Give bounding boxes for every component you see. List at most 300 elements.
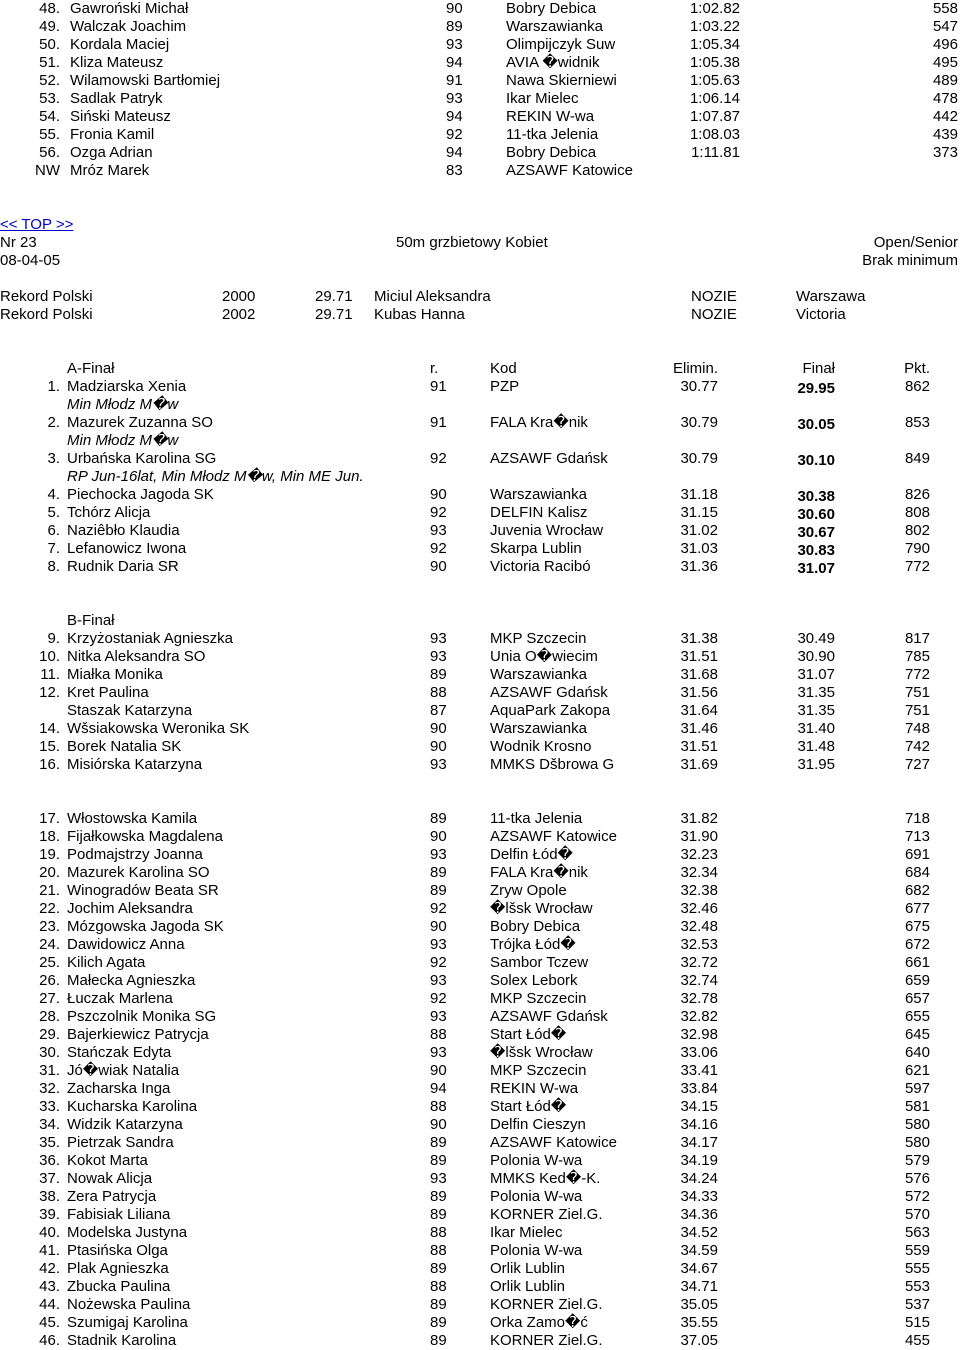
place-number: 2. bbox=[47, 414, 60, 431]
athlete-name: Urbańska Karolina SG bbox=[67, 450, 217, 467]
birth-year: 89 bbox=[446, 18, 463, 35]
place-number: 33. bbox=[39, 1098, 60, 1115]
place-number: 53. bbox=[39, 90, 60, 107]
points: 808 bbox=[904, 504, 930, 521]
club-name: Polonia W-wa bbox=[490, 1242, 583, 1259]
place-number: 32. bbox=[39, 1080, 60, 1097]
athlete-name: Ozga Adrian bbox=[70, 144, 153, 161]
place-number: 45. bbox=[39, 1314, 60, 1331]
place-number: 44. bbox=[39, 1296, 60, 1313]
points: 597 bbox=[904, 1080, 930, 1097]
birth-year: 89 bbox=[430, 1152, 447, 1169]
heat-result-row bbox=[0, 1098, 960, 1116]
final-time: 30.60 bbox=[797, 506, 835, 523]
place-number: 25. bbox=[39, 954, 60, 971]
heat-time: 34.19 bbox=[680, 1152, 718, 1169]
club-name: PZP bbox=[490, 378, 520, 395]
heat-time: 34.15 bbox=[680, 1098, 718, 1115]
heat-time: 34.59 bbox=[680, 1242, 718, 1259]
athlete-name: Piechocka Jagoda SK bbox=[67, 486, 214, 503]
points: 489 bbox=[932, 72, 958, 89]
club-name: Delfin Cieszyn bbox=[490, 1116, 586, 1133]
points: 580 bbox=[904, 1116, 930, 1133]
birth-year: 89 bbox=[430, 1332, 447, 1349]
points: 640 bbox=[904, 1044, 930, 1061]
heat-time: 31.03 bbox=[680, 540, 718, 557]
result-time: 1:03.22 bbox=[689, 18, 740, 35]
club-name: MKP Szczecin bbox=[490, 630, 587, 647]
a-final-row bbox=[0, 414, 960, 432]
points: 645 bbox=[904, 1026, 930, 1043]
birth-year: 94 bbox=[430, 1080, 447, 1097]
record-time: 29.71 bbox=[315, 306, 353, 323]
club-name: Bobry Debica bbox=[506, 0, 597, 17]
points: 853 bbox=[904, 414, 930, 431]
place-number: 36. bbox=[39, 1152, 60, 1169]
final-time: 30.83 bbox=[797, 542, 835, 559]
prev-result-row bbox=[0, 18, 960, 36]
club-name: Warszawianka bbox=[490, 486, 587, 503]
place-number: 37. bbox=[39, 1170, 60, 1187]
club-name: REKIN W-wa bbox=[490, 1080, 579, 1097]
heat-time: 32.48 bbox=[680, 918, 718, 935]
points: 802 bbox=[904, 522, 930, 539]
place-number: 49. bbox=[39, 18, 60, 35]
points: 570 bbox=[904, 1206, 930, 1223]
athlete-name: Staszak Katarzyna bbox=[67, 702, 193, 719]
a-final-row bbox=[0, 558, 960, 576]
a-final-row bbox=[0, 504, 960, 522]
heat-time: 34.24 bbox=[680, 1170, 718, 1187]
place-number: 52. bbox=[39, 72, 60, 89]
qualification-note: RP Jun-16lat, Min Młodz M�w, Min ME Jun. bbox=[67, 468, 364, 485]
place-number: 40. bbox=[39, 1224, 60, 1241]
place-number: 11. bbox=[40, 666, 60, 683]
place-number: 7. bbox=[47, 540, 60, 557]
heat-result-row bbox=[0, 1206, 960, 1224]
athlete-name: Madziarska Xenia bbox=[67, 378, 187, 395]
club-name: FALA Kra�nik bbox=[490, 864, 588, 881]
a-final-label: A-Finał bbox=[67, 360, 115, 377]
col-club-header: Kod bbox=[490, 360, 517, 377]
place-number: 23. bbox=[39, 918, 60, 935]
record-time: 29.71 bbox=[315, 288, 353, 305]
record-holder: Kubas Hanna bbox=[374, 306, 465, 323]
points: 682 bbox=[904, 882, 930, 899]
club-name: AZSAWF Katowice bbox=[490, 1134, 617, 1151]
prev-result-row bbox=[0, 90, 960, 108]
top-link[interactable]: << TOP >> bbox=[0, 216, 74, 233]
heat-time: 33.06 bbox=[680, 1044, 718, 1061]
athlete-name: Bajerkiewicz Patrycja bbox=[67, 1026, 209, 1043]
athlete-name: Siński Mateusz bbox=[70, 108, 171, 125]
athlete-name: Lefanowicz Iwona bbox=[67, 540, 187, 557]
birth-year: 90 bbox=[430, 1062, 447, 1079]
heat-result-row bbox=[0, 828, 960, 846]
club-name: �lšsk Wrocław bbox=[490, 900, 593, 917]
place-number: 39. bbox=[39, 1206, 60, 1223]
club-name: MMKS Dšbrowa G bbox=[490, 756, 615, 773]
col-year-header: r. bbox=[430, 360, 439, 377]
points: 621 bbox=[904, 1062, 930, 1079]
club-name: Nawa Skierniewi bbox=[506, 72, 617, 89]
athlete-name: Stańczak Edyta bbox=[67, 1044, 172, 1061]
prev-result-row bbox=[0, 54, 960, 72]
event-minimum: Brak minimum bbox=[862, 252, 958, 269]
birth-year: 89 bbox=[430, 1260, 447, 1277]
place-number: 35. bbox=[39, 1134, 60, 1151]
b-final-row bbox=[0, 684, 960, 702]
result-time: 1:02.82 bbox=[689, 0, 740, 17]
place-number: 27. bbox=[39, 990, 60, 1007]
final-time: 30.38 bbox=[797, 488, 835, 505]
place-number: 51. bbox=[39, 54, 60, 71]
place-number: 5. bbox=[47, 504, 60, 521]
athlete-name: Wilamowski Bartłomiej bbox=[70, 72, 221, 89]
heat-result-row bbox=[0, 1242, 960, 1260]
athlete-name: Kilich Agata bbox=[67, 954, 146, 971]
heat-result-row bbox=[0, 1044, 960, 1062]
heat-time: 32.53 bbox=[680, 936, 718, 953]
club-name: AZSAWF Katowice bbox=[506, 162, 633, 179]
points: 373 bbox=[932, 144, 958, 161]
club-name: Ikar Mielec bbox=[506, 90, 579, 107]
a-final-row bbox=[0, 522, 960, 540]
place-number: 14. bbox=[39, 720, 60, 737]
club-name: 11-tka Jelenia bbox=[506, 126, 599, 143]
heat-time: 34.71 bbox=[680, 1278, 718, 1295]
birth-year: 89 bbox=[430, 864, 447, 881]
athlete-name: Kliza Mateusz bbox=[70, 54, 164, 71]
event-category: Open/Senior bbox=[873, 234, 958, 251]
col-points-header: Pkt. bbox=[904, 360, 930, 377]
points: 785 bbox=[904, 648, 930, 665]
record-club: NOZIE bbox=[691, 288, 737, 305]
prev-result-row bbox=[0, 0, 960, 18]
heat-result-row bbox=[0, 1278, 960, 1296]
club-name: FALA Kra�nik bbox=[490, 414, 588, 431]
place-number: 6. bbox=[47, 522, 60, 539]
record-club: NOZIE bbox=[691, 306, 737, 323]
points: 817 bbox=[904, 630, 930, 647]
points: 772 bbox=[904, 666, 930, 683]
birth-year: 92 bbox=[430, 450, 447, 467]
heat-result-row bbox=[0, 1080, 960, 1098]
prev-result-row bbox=[0, 36, 960, 54]
heat-time: 34.36 bbox=[680, 1206, 718, 1223]
points: 713 bbox=[904, 828, 930, 845]
heat-result-row bbox=[0, 1188, 960, 1206]
club-name: Zryw Opole bbox=[490, 882, 567, 899]
athlete-name: Jochim Aleksandra bbox=[67, 900, 193, 917]
record-holder: Miciul Aleksandra bbox=[374, 288, 491, 305]
club-name: Warszawianka bbox=[490, 720, 587, 737]
heat-result-row bbox=[0, 972, 960, 990]
athlete-name: Krzyżostaniak Agnieszka bbox=[67, 630, 233, 647]
final-time: 31.35 bbox=[797, 684, 835, 701]
heat-time: 32.72 bbox=[680, 954, 718, 971]
heat-result-row bbox=[0, 1314, 960, 1332]
club-name: Wodnik Krosno bbox=[490, 738, 592, 755]
birth-year: 89 bbox=[430, 666, 447, 683]
heat-time: 32.23 bbox=[680, 846, 718, 863]
club-name: KORNER Ziel.G. bbox=[490, 1206, 603, 1223]
birth-year: 88 bbox=[430, 684, 447, 701]
club-name: Ikar Mielec bbox=[490, 1224, 563, 1241]
points: 576 bbox=[904, 1170, 930, 1187]
birth-year: 91 bbox=[430, 414, 447, 431]
points: 672 bbox=[904, 936, 930, 953]
birth-year: 94 bbox=[446, 108, 463, 125]
points: 572 bbox=[904, 1188, 930, 1205]
club-name: Skarpa Lublin bbox=[490, 540, 582, 557]
birth-year: 90 bbox=[430, 486, 447, 503]
club-name: Trójka Łód� bbox=[490, 936, 576, 953]
heat-time: 31.82 bbox=[680, 810, 718, 827]
heat-result-row bbox=[0, 1260, 960, 1278]
birth-year: 89 bbox=[430, 1206, 447, 1223]
heat-result-row bbox=[0, 936, 960, 954]
points: 790 bbox=[904, 540, 930, 557]
club-name: Polonia W-wa bbox=[490, 1188, 583, 1205]
result-time: 1:06.14 bbox=[689, 90, 740, 107]
points: 580 bbox=[904, 1134, 930, 1151]
club-name: Orlik Lublin bbox=[490, 1260, 566, 1277]
a-final-row bbox=[0, 378, 960, 396]
heat-result-row bbox=[0, 900, 960, 918]
athlete-name: Zera Patrycja bbox=[67, 1188, 157, 1205]
place-number: 15. bbox=[39, 738, 60, 755]
heat-time: 31.51 bbox=[680, 648, 718, 665]
club-name: Solex Lebork bbox=[490, 972, 578, 989]
athlete-name: Wšsiakowska Weronika SK bbox=[67, 720, 250, 737]
athlete-name: Mazurek Zuzanna SO bbox=[67, 414, 213, 431]
club-name: Warszawianka bbox=[490, 666, 587, 683]
final-time: 31.07 bbox=[797, 666, 835, 683]
points: 558 bbox=[932, 0, 958, 17]
points: 655 bbox=[904, 1008, 930, 1025]
birth-year: 89 bbox=[430, 1188, 447, 1205]
place-number: 19. bbox=[39, 846, 60, 863]
place-number: 12. bbox=[39, 684, 60, 701]
club-name: KORNER Ziel.G. bbox=[490, 1332, 603, 1349]
club-name: AquaPark Zakopa bbox=[490, 702, 611, 719]
club-name: MMKS Ked�-K. bbox=[490, 1170, 601, 1187]
place-number: NW bbox=[35, 162, 60, 179]
heat-result-row bbox=[0, 1332, 960, 1350]
place-number: 38. bbox=[39, 1188, 60, 1205]
points: 559 bbox=[904, 1242, 930, 1259]
heat-time: 31.38 bbox=[680, 630, 718, 647]
club-name: AVIA �widnik bbox=[506, 54, 600, 71]
b-final-row bbox=[0, 648, 960, 666]
club-name: Warszawianka bbox=[506, 18, 603, 35]
place-number: 30. bbox=[39, 1044, 60, 1061]
club-name: AZSAWF Gdańsk bbox=[490, 450, 608, 467]
place-number: 3. bbox=[47, 450, 60, 467]
birth-year: 83 bbox=[446, 162, 463, 179]
athlete-name: Nowak Alicja bbox=[67, 1170, 153, 1187]
heat-time: 31.02 bbox=[680, 522, 718, 539]
event-header-line bbox=[0, 234, 960, 252]
athlete-name: Fabisiak Liliana bbox=[67, 1206, 171, 1223]
birth-year: 93 bbox=[430, 648, 447, 665]
athlete-name: Sadlak Patryk bbox=[70, 90, 163, 107]
club-name: Delfin Łód� bbox=[490, 846, 573, 863]
heat-result-row bbox=[0, 810, 960, 828]
place-number: 42. bbox=[39, 1260, 60, 1277]
athlete-name: Podmajstrzy Joanna bbox=[67, 846, 203, 863]
birth-year: 91 bbox=[430, 378, 447, 395]
place-number: 8. bbox=[47, 558, 60, 575]
top-link-line bbox=[0, 216, 960, 234]
heat-time: 33.84 bbox=[680, 1080, 718, 1097]
heat-result-row bbox=[0, 990, 960, 1008]
place-number: 46. bbox=[39, 1332, 60, 1349]
heat-time: 32.34 bbox=[680, 864, 718, 881]
place-number: 34. bbox=[39, 1116, 60, 1133]
heat-result-row bbox=[0, 1062, 960, 1080]
heat-time: 32.78 bbox=[680, 990, 718, 1007]
a-final-row bbox=[0, 540, 960, 558]
prev-result-row bbox=[0, 72, 960, 90]
birth-year: 90 bbox=[430, 738, 447, 755]
athlete-name: Kokot Marta bbox=[67, 1152, 148, 1169]
record-label: Rekord Polski bbox=[0, 288, 93, 305]
place-number: 1. bbox=[47, 378, 60, 395]
birth-year: 89 bbox=[430, 1134, 447, 1151]
prev-result-row bbox=[0, 126, 960, 144]
points: 555 bbox=[904, 1260, 930, 1277]
result-time: 1:07.87 bbox=[689, 108, 740, 125]
athlete-name: Łuczak Marlena bbox=[67, 990, 173, 1007]
heat-result-row bbox=[0, 1026, 960, 1044]
place-number: 55. bbox=[39, 126, 60, 143]
event-date-line bbox=[0, 252, 960, 270]
points: 515 bbox=[904, 1314, 930, 1331]
club-name: DELFIN Kalisz bbox=[490, 504, 588, 521]
points: 849 bbox=[904, 450, 930, 467]
record-row bbox=[0, 306, 960, 324]
athlete-name: Walczak Joachim bbox=[70, 18, 187, 35]
athlete-name: Gawroński Michał bbox=[70, 0, 189, 17]
birth-year: 93 bbox=[430, 630, 447, 647]
heat-time: 32.46 bbox=[680, 900, 718, 917]
birth-year: 88 bbox=[430, 1098, 447, 1115]
b-final-row bbox=[0, 756, 960, 774]
birth-year: 90 bbox=[430, 828, 447, 845]
athlete-name: Mazurek Karolina SO bbox=[67, 864, 210, 881]
event-title: 50m grzbietowy Kobiet bbox=[396, 234, 548, 251]
birth-year: 93 bbox=[430, 936, 447, 953]
club-name: Start Łód� bbox=[490, 1026, 567, 1043]
athlete-name: Mróz Marek bbox=[70, 162, 150, 179]
heat-time: 31.56 bbox=[680, 684, 718, 701]
birth-year: 89 bbox=[430, 810, 447, 827]
place-number: 10. bbox=[39, 648, 60, 665]
place-number: 29. bbox=[39, 1026, 60, 1043]
athlete-name: Kret Paulina bbox=[67, 684, 149, 701]
birth-year: 94 bbox=[446, 54, 463, 71]
final-time: 31.95 bbox=[797, 756, 835, 773]
b-final-row bbox=[0, 630, 960, 648]
qualification-note-row bbox=[0, 468, 960, 486]
points: 439 bbox=[932, 126, 958, 143]
heat-result-row bbox=[0, 1224, 960, 1242]
points: 659 bbox=[904, 972, 930, 989]
place-number: 24. bbox=[39, 936, 60, 953]
heat-result-row bbox=[0, 864, 960, 882]
birth-year: 93 bbox=[430, 522, 447, 539]
athlete-name: Fijałkowska Magdalena bbox=[67, 828, 223, 845]
athlete-name: Naziêbło Klaudia bbox=[67, 522, 180, 539]
b-final-header bbox=[0, 612, 960, 630]
final-time: 31.35 bbox=[797, 702, 835, 719]
heat-result-row bbox=[0, 1008, 960, 1026]
heat-time: 31.15 bbox=[680, 504, 718, 521]
birth-year: 91 bbox=[446, 72, 463, 89]
record-place: Warszawa bbox=[796, 288, 866, 305]
place-number: 18. bbox=[39, 828, 60, 845]
points: 537 bbox=[904, 1296, 930, 1313]
birth-year: 93 bbox=[430, 1044, 447, 1061]
club-name: REKIN W-wa bbox=[506, 108, 595, 125]
record-label: Rekord Polski bbox=[0, 306, 93, 323]
athlete-name: Rudnik Daria SR bbox=[67, 558, 179, 575]
final-time: 30.90 bbox=[797, 648, 835, 665]
heat-time: 35.55 bbox=[680, 1314, 718, 1331]
birth-year: 88 bbox=[430, 1026, 447, 1043]
athlete-name: Widzik Katarzyna bbox=[67, 1116, 183, 1133]
heat-result-row bbox=[0, 954, 960, 972]
heat-time: 31.68 bbox=[680, 666, 718, 683]
heat-result-row bbox=[0, 1152, 960, 1170]
birth-year: 89 bbox=[430, 882, 447, 899]
points: 677 bbox=[904, 900, 930, 917]
heat-result-row bbox=[0, 918, 960, 936]
points: 553 bbox=[904, 1278, 930, 1295]
col-final-header: Finał bbox=[802, 360, 835, 377]
club-name: AZSAWF Katowice bbox=[490, 828, 617, 845]
birth-year: 93 bbox=[430, 1170, 447, 1187]
place-number: 43. bbox=[39, 1278, 60, 1295]
record-place: Victoria bbox=[796, 306, 846, 323]
athlete-name: Małecka Agnieszka bbox=[67, 972, 196, 989]
final-time: 31.40 bbox=[797, 720, 835, 737]
table-header bbox=[0, 360, 960, 378]
col-elim-header: Elimin. bbox=[672, 360, 718, 377]
athlete-name: Pietrzak Sandra bbox=[67, 1134, 174, 1151]
birth-year: 90 bbox=[430, 1116, 447, 1133]
heat-time: 32.98 bbox=[680, 1026, 718, 1043]
birth-year: 90 bbox=[430, 558, 447, 575]
result-time: 1:11.81 bbox=[691, 144, 740, 161]
heat-time: 31.69 bbox=[680, 756, 718, 773]
athlete-name: Włostowska Kamila bbox=[67, 810, 198, 827]
result-time: 1:05.63 bbox=[689, 72, 740, 89]
heat-time: 33.41 bbox=[680, 1062, 718, 1079]
heat-result-row bbox=[0, 1116, 960, 1134]
heat-time: 31.90 bbox=[680, 828, 718, 845]
place-number: 48. bbox=[39, 0, 60, 17]
a-final-row bbox=[0, 450, 960, 468]
athlete-name: Mózgowska Jagoda SK bbox=[67, 918, 224, 935]
heat-result-row bbox=[0, 882, 960, 900]
prev-result-row bbox=[0, 108, 960, 126]
heat-time: 35.05 bbox=[680, 1296, 718, 1313]
points: 496 bbox=[932, 36, 958, 53]
athlete-name: Miałka Monika bbox=[67, 666, 163, 683]
